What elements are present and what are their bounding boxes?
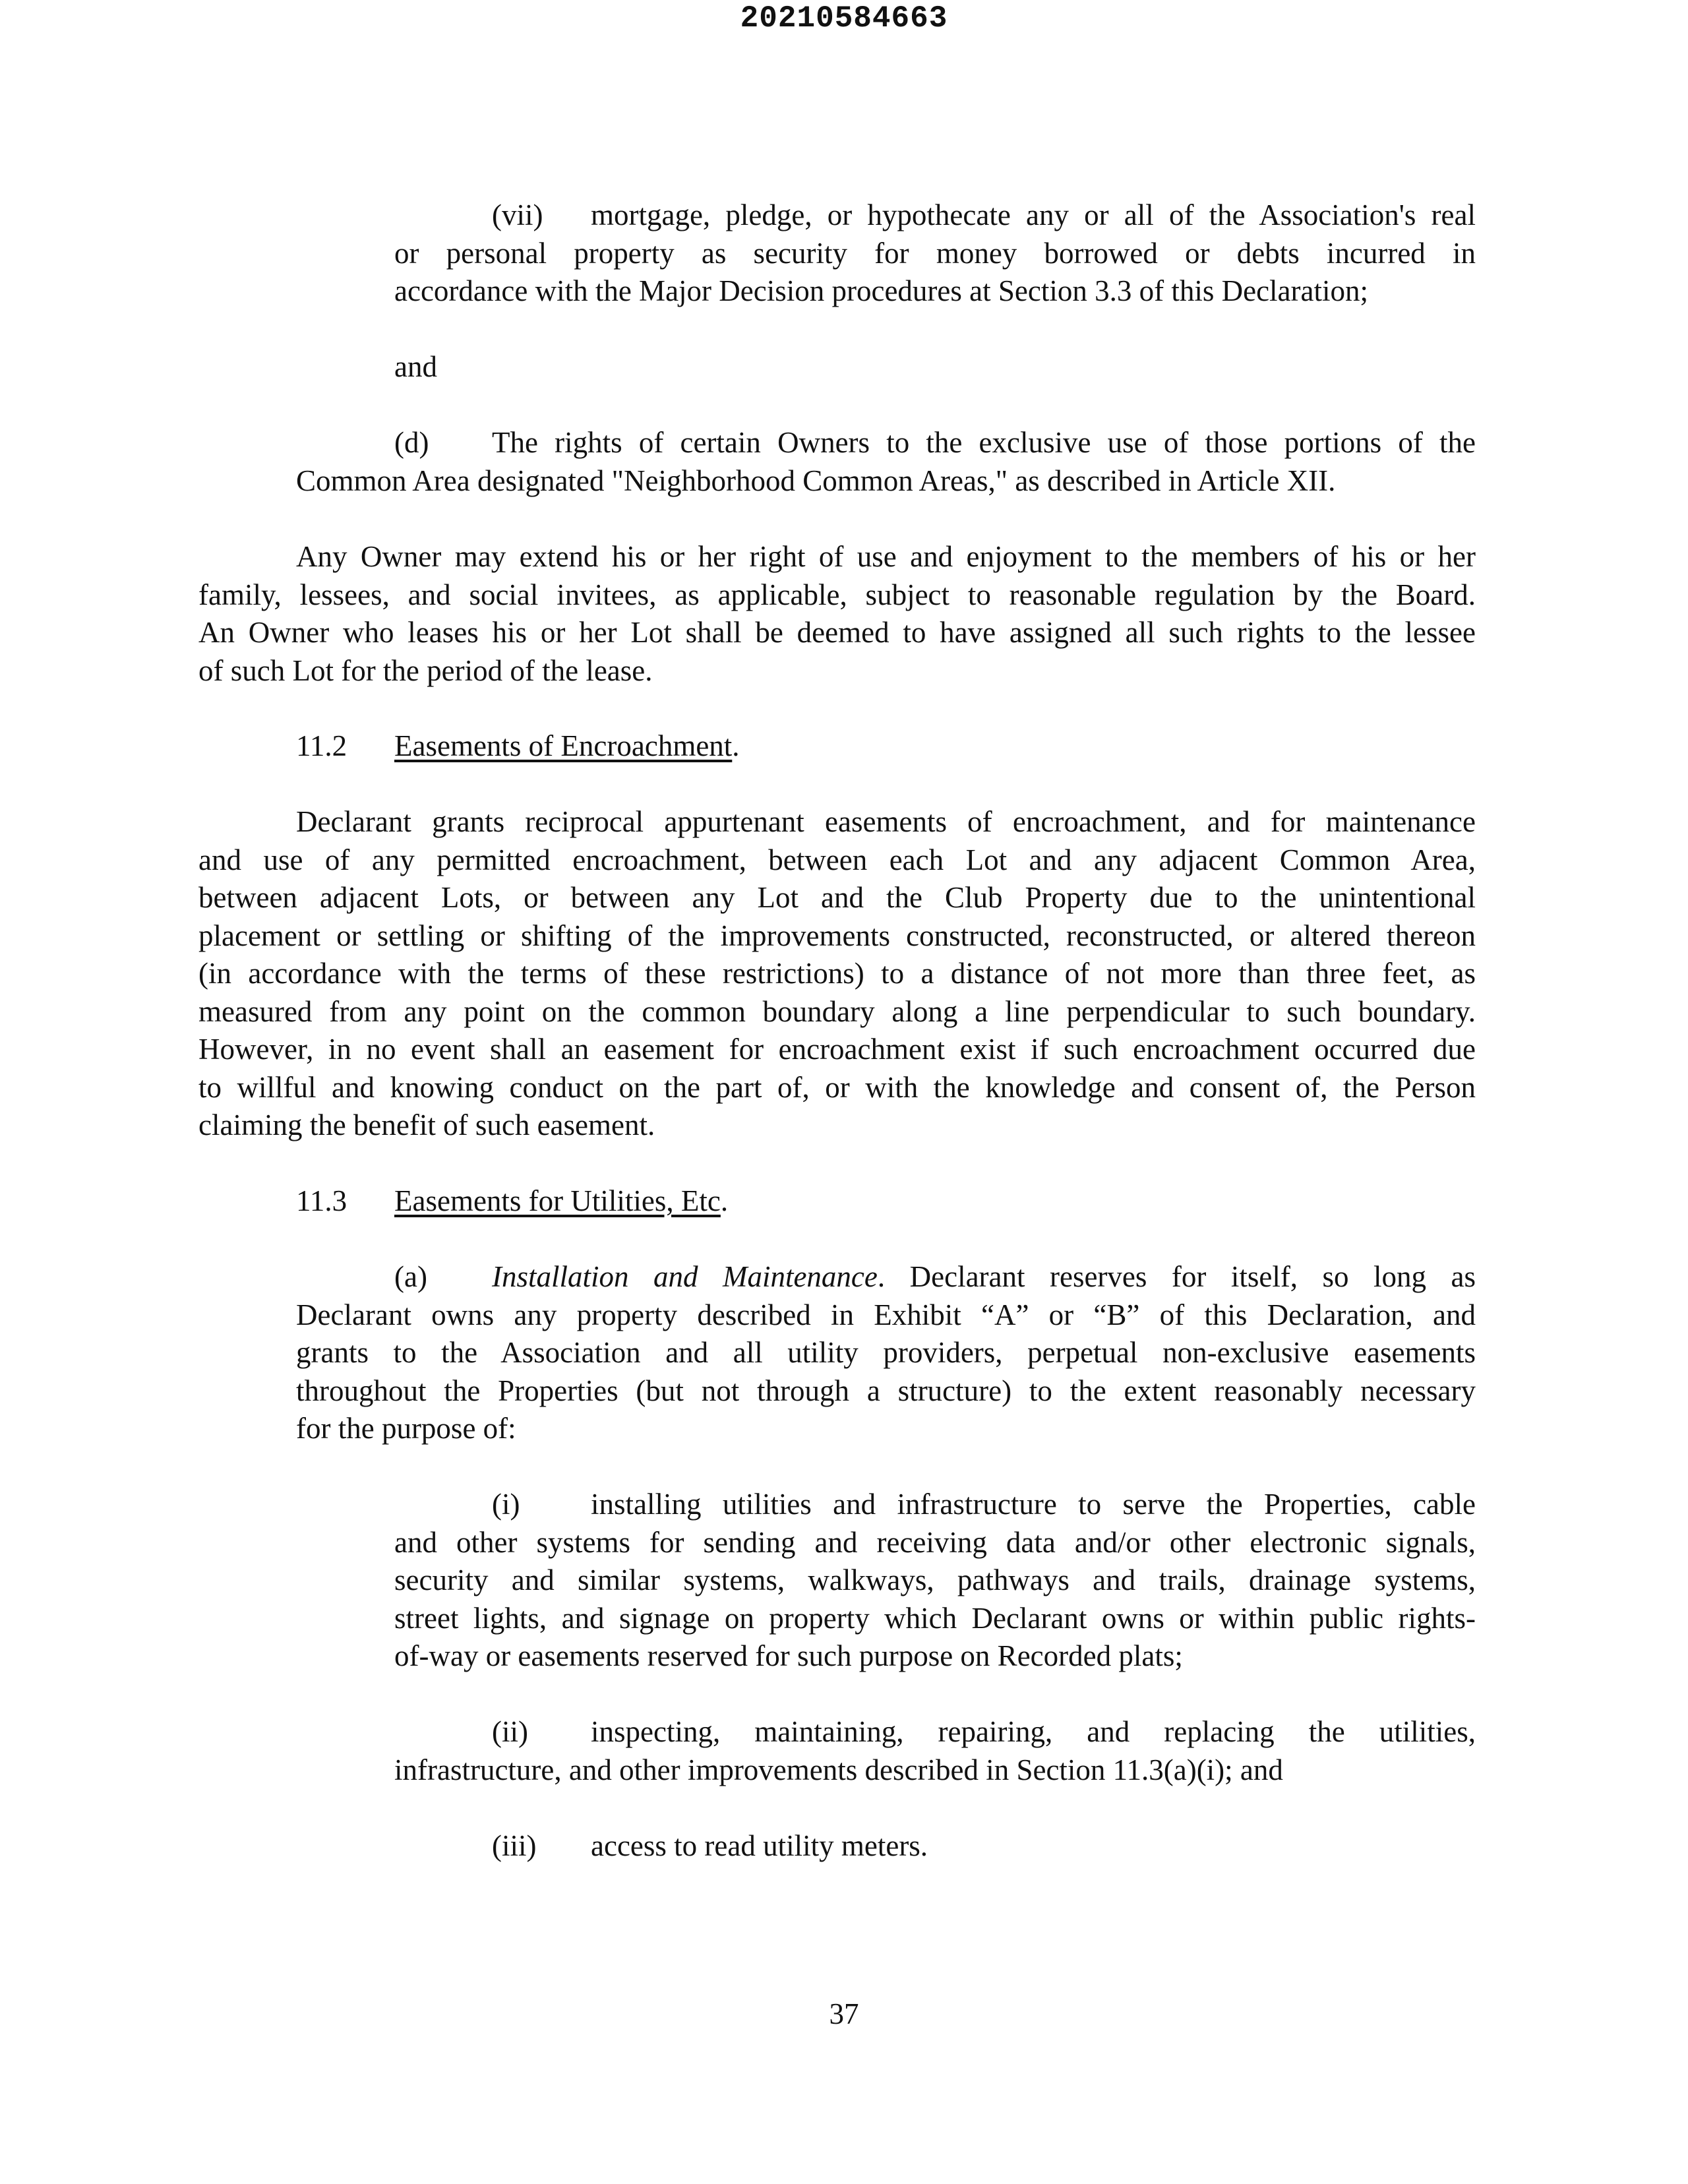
- encroachment-paragraph: Declarant grants reciprocal appurtenant easements of encroachment, and for maintenance and use of any permitted encroachment, between each Lot and any adjacent Common Area, between adjacent Lots, or between any Lot and the Club Property due to the unintentional placement or settling or shifting of the improvements constructed, reconstructed, or altered thereon (in accordance with the terms of these restrictions) to a distance of not more than three feet, as measured from any point on the common boundary along a line perpendicular to such boundary. However, in no event shall an easement for encroachment exist if such encroachment occurred due to willful and knowing conduct on the part of, or with the knowledge and consent of, the Person claiming the benefit of such easement.: [198, 805, 1476, 1141]
- section-title: Easements of Encroachment: [394, 729, 733, 762]
- clause-number: (a): [394, 1260, 427, 1293]
- owner-use-paragraph: Any Owner may extend his or her right of use and enjoyment to the members of his or her family, lessees, and social invitees, as applicable, subject to reasonable regulation by the Board. An Owner who leases his or her Lot shall be deemed to have assigned all such rights to the lessee of such Lot for the period of the lease.: [198, 540, 1476, 687]
- section-title: Easements for Utilities, Etc: [394, 1184, 721, 1217]
- document-number: 20210584663: [740, 1, 948, 36]
- page-number: 37: [829, 1997, 859, 2030]
- clause-iii: (iii) access to read utility meters.: [394, 1827, 928, 1866]
- clause-i: (i) installing utilities and infrastructure to serve the Properties, cable and other systems for sending and receiving data and/or other electronic signals, security and similar systems, walkways, pathways and trails, drainage systems, street lights, and signage on property which Declarant owns or within public rights- of-way or easements reserved for such purpose on Recorded plats;: [394, 1486, 1476, 1676]
- clause-number: (ii): [492, 1715, 528, 1748]
- clause-number: (i): [492, 1488, 520, 1521]
- section-heading-11-3: 11.3 Easements for Utilities, Etc.: [296, 1182, 728, 1221]
- clause-number: (d): [394, 426, 429, 459]
- clause-ii: (ii) inspecting, maintaining, repairing, and replacing the utilities, infrastructure, and other improvements described in Section 11.3(a)(i); and: [394, 1713, 1476, 1789]
- section-heading-11-2: 11.2 Easements of Encroachment.: [296, 727, 740, 766]
- clause-d: (d) The rights of certain Owners to the exclusive use of those portions of the Common Area designated "Neighborhood Common Areas," as described in Article XII.: [296, 424, 1476, 500]
- clause-a: (a) Installation and Maintenance. Declarant reserves for itself, so long as Declarant owns any property described in Exhibit “A” or “B” of this Declaration, and grants to the Association and all utility providers, perpetual non-exclusive easements throughout the Properties (but not through a structure) to the extent reasonably necessary for the purpose of:: [296, 1258, 1476, 1448]
- section-number: 11.3: [296, 1184, 347, 1217]
- clause-title: Installation and Maintenance: [492, 1260, 878, 1293]
- clause-vii: (vii) mortgage, pledge, or hypothecate any or all of the Association's real or personal property as security for money borrowed or debts incurred in accordance with the Major Decision procedures at Section 3.3 of this Declaration;: [394, 197, 1476, 311]
- conjunction-and: and: [394, 350, 437, 383]
- clause-number: (iii): [492, 1829, 537, 1862]
- section-number: 11.2: [296, 729, 347, 762]
- clause-number: (vii): [492, 198, 543, 231]
